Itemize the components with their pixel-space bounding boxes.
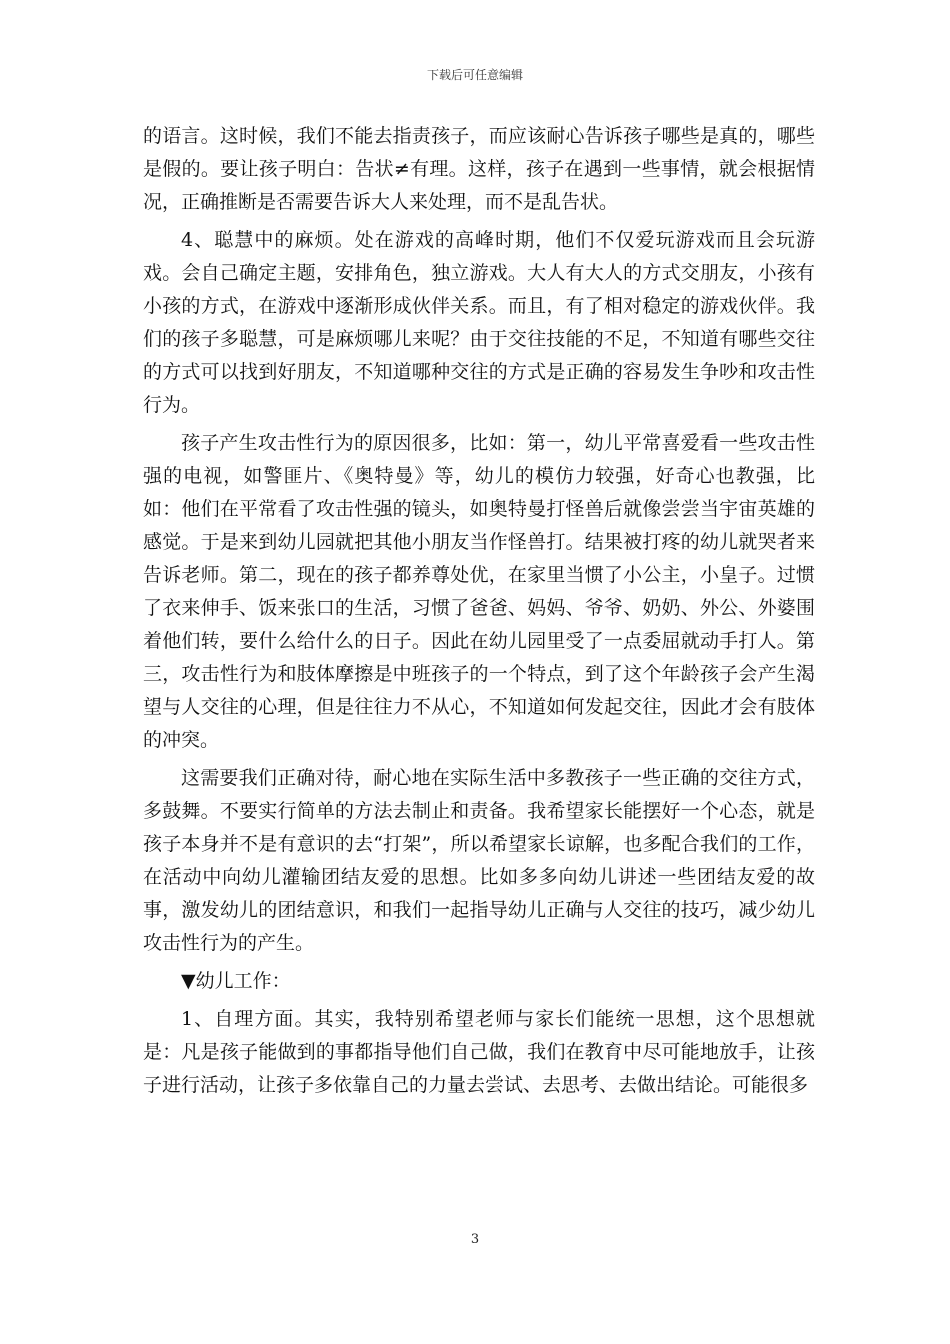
page-number: 3: [470, 1232, 480, 1247]
document-body: [143, 120, 815, 1102]
page-header: 下载后可任意编辑: [426, 68, 523, 82]
paragraph-5: 1、自理方面。其实，我特别希望老师与家长们能统一思想，这个思想就是：凡是孩子能做到的事都指导他们自己做，我们在教育中尽可能地放手，让孩子进行活动，让孩子多依靠自己的力量去尝试、去思考、去做出结论。可能很多: [143, 1008, 815, 1096]
paragraph-2: 4、聪慧中的麻烦。处在游戏的高峰时期，他们不仅爱玩游戏而且会玩游戏。会自己确定主题，安排角色，独立游戏。大人有大人的方式交朋友，小孩有小孩的方式，在游戏中逐渐形成伙伴关系。而且，有了相对稳定的游戏伙伴。我们的孩子多聪慧，可是麻烦哪儿来呢？由于交往技能的不足，不知道有哪些交往的方式可以找到好朋友，不知道哪种交往的方式是正确的容易发生争吵和攻击性行为。: [143, 229, 815, 416]
paragraph-1: 的语言。这时候，我们不能去指责孩子，而应该耐心告诉孩子哪些是真的，哪些是假的。要让孩子明白：告状≠有理。这样，孩子在遇到一些事情，就会根据情况，正确推断是否需要告诉大人来处理，而不是乱告状。: [143, 125, 815, 213]
paragraph-3: 孩子产生攻击性行为的原因很多，比如：第一，幼儿平常喜爱看一些攻击性强的电视，如警匪片、《奥特曼》等，幼儿的模仿力较强，好奇心也教强，比如：他们在平常看了攻击性强的镜头，如奥特曼打怪兽后就像尝尝当宇宙英雄的感觉。于是来到幼儿园就把其他小朋友当作怪兽打。结果被打疼的幼儿就哭者来告诉老师。第二，现在的孩子都养尊处优，在家里当惯了小公主，小皇子。过惯了衣来伸手、饭来张口的生活，习惯了爸爸、妈妈、爷爷、奶奶、外公、外婆围着他们转，要什么给什么的日子。因此在幼儿园里受了一点委屈就动手打人。第三，攻击性行为和肢体摩擦是中班孩子的一个特点，到了这个年龄孩子会产生渴望与人交往的心理，但是往往力不从心，不知道如何发起交往，因此才会有肢体的冲突。: [143, 432, 815, 751]
paragraph-4: 这需要我们正确对待，耐心地在实际生活中多教孩子一些正确的交往方式，多鼓舞。不要实行简单的方法去制止和责备。我希望家长能摆好一个心态，就是孩子本身并不是有意识的去“打架”，所以希望家长谅解，也多配合我们的工作，在活动中向幼儿灌输团结友爱的思想。比如多多向幼儿讲述一些团结友爱的故事，激发幼儿的团结意识，和我们一起指导幼儿正确与人交往的技巧，减少幼儿攻击性行为的产生。: [143, 767, 815, 954]
section-heading-child-work: ▼幼儿工作：: [181, 970, 291, 992]
